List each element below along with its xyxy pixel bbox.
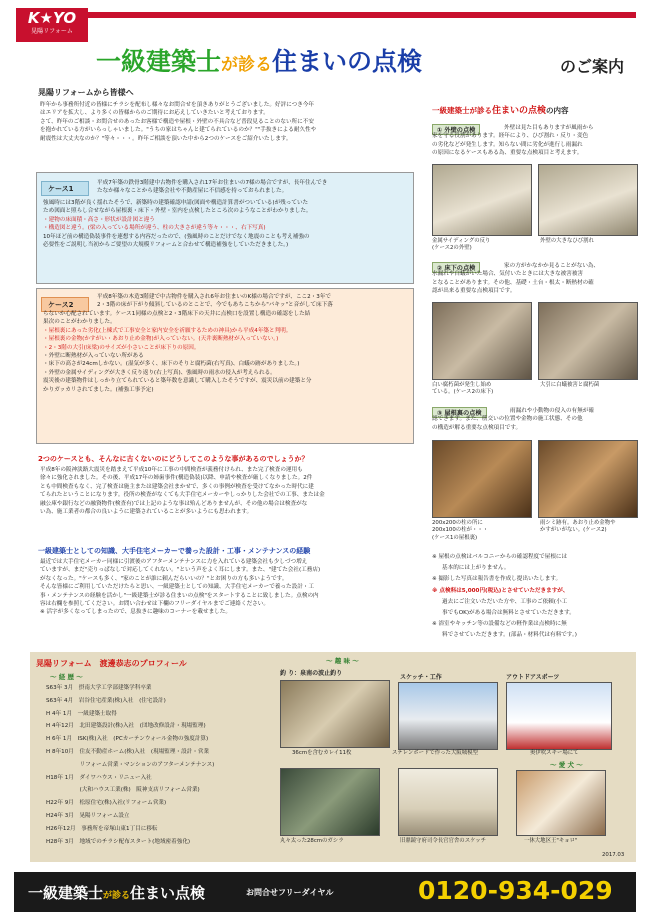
right-heading-c: の内容	[546, 106, 569, 115]
experience-line: ※ 活字が多くなってしまったので、息抜きに趣味のコーナーを載せました。	[40, 609, 231, 616]
caption-karei: 36cmを含むカレイ11枚	[292, 750, 352, 756]
case2-box	[36, 288, 414, 444]
case2-line: 2・3階の床が下がり傾斜しているのとことで、今でもあちこちから"パキッ"と音がして床下落	[97, 302, 333, 309]
case1-line: ため図面と照らし合せながら屋根裏・床下・外壁・室内を点検したところ次のようなことがわかりました。	[43, 208, 312, 215]
intro-line: 耐震性は大丈夫なのか？"等々・・・。昨年ご相談を頂いた中から2つのケースをご紹介いたします。	[40, 135, 292, 142]
caption-line: ている。(ケース2の床下)	[432, 389, 494, 396]
experience-line: 容は右欄を参照してください。お問い合わせは下欄のフリーダイヤルまでご連絡ください。	[40, 601, 269, 608]
title-annai: のご案内	[560, 57, 625, 76]
photo-residence-sketch	[398, 768, 498, 836]
caption-fungus	[432, 382, 532, 397]
footer-a: 一級建築士	[28, 884, 104, 902]
footer-freedial-label: お問合せフリーダイヤル	[246, 888, 334, 897]
photo-fish-karei	[280, 680, 390, 748]
note-line: ※ 浴室やキッチン等の設備などの軽作業は点検時に無	[432, 621, 567, 628]
check-item-exterior-text	[432, 124, 642, 158]
profile-title: 晃陽リフォーム 渡邊恭志のプロフィール	[36, 659, 187, 668]
exterior-line: 外壁は見た目もありますが風雨から	[504, 125, 594, 131]
caption-line: 200x200の柱の所に	[432, 520, 483, 526]
intro-line: さて、昨年のご相談・お問合せのあったお客様で構造や屋根・外壁の不具合など普段見ることのない所に不安	[40, 118, 314, 125]
photo-dog	[516, 770, 606, 836]
caption-ski: 奥伊吹スキー場にて	[530, 750, 579, 756]
exterior-line: の劣化などが発生します。知らない間に劣化が進行し雨漏れ	[432, 141, 583, 148]
underfloor-line: となることがあります。その他、基礎・土台・根太・断熱材の確	[432, 279, 594, 286]
title-part1: 一級建築士	[96, 47, 222, 76]
case2-line: 平成8年築の木造3階建で中古物件を購入され6年お住まいのK様の場合ですが、ここ2・3年で	[97, 294, 332, 300]
career-row: H26年12月 事務所を帝塚山東1丁目に移転	[46, 825, 158, 832]
case1-box	[36, 172, 414, 284]
career-row: H 4年12月 北田建築設計(株)入社 (団地改修設計・現場監理)	[46, 723, 206, 730]
caption-line: 金属サイディングの反り	[432, 238, 491, 244]
inspection-notes	[432, 552, 642, 642]
underfloor-line: 認が出来る重要な点検項目です。	[432, 288, 516, 295]
profile-shumi: ～ 趣 味 ～	[326, 657, 359, 665]
underfloor-line: 水漏れや白蟻がいた場合、気付いたときには大きな被害被害	[432, 271, 584, 278]
photo-siding-warp	[432, 164, 532, 236]
case2-line: ・床下の高さが24cmしかない。(湿気が多く、床下のそりと腐朽菌(右写真)、白蟻の跡がありました。)	[43, 361, 300, 368]
case2-line: 震災後の建築物件はしっかり立てられていると築年数を意識して購入したそうですが、震災以前の建築と分	[43, 378, 312, 385]
attic-line: の構造が解る重要な点検項目です。	[432, 424, 522, 431]
note-line: ※ 撮影した写真は報告書を作成し提出いたします。	[432, 576, 562, 583]
hobby-fishing-label: 釣 り：泉南の波止釣り	[280, 670, 343, 677]
logo-text: K★YO	[27, 9, 77, 27]
check-item-underfloor-tag: ② 床下の点検	[432, 262, 480, 273]
caption-gashira: 丸々太った28cmのガシラ	[280, 838, 344, 844]
caption-line: (ケース1の屋根裏)	[432, 534, 478, 541]
case2-line: 果次のことがわかりました。	[43, 319, 116, 326]
question-line: とも中間検査もなく、完了検査は施主または建築会社まかせで、多くの事例が検査を受けてなかった時代に建	[40, 483, 314, 490]
caption-attic-column	[432, 520, 532, 542]
caption-crack: 外壁の大きなひび割れ	[540, 238, 594, 244]
case1-finding: ・建物の床面積・高さ・形状が設計図と違う	[43, 216, 155, 223]
experience-text	[40, 558, 420, 617]
case1-line: 10年ほど前の構造偽装事件を連想する内容だったので、(強風時のことだけでなく地震のことも考え補強の	[43, 233, 310, 240]
caption-line: かすがいがない。(ケース2)	[540, 527, 607, 534]
photo-wall-crack	[538, 164, 638, 236]
note-line: 過去にご注文いただいた方や、工事のご依頼(小工	[442, 598, 568, 605]
case2-line: かりガッカリされてました。(補強工事予定)	[43, 386, 154, 393]
caption-sketch: 旧鼎鏡守府司令長官官舎のスケッチ	[400, 838, 486, 844]
case2-line: ちないか心配されています。ケース1同様の点検と2・3階床下の天井に点検口を設置し構造の確認をした結	[43, 311, 311, 317]
case1-line: たなか様々なことから建築会社や不動産屋に不信感を持っておられました。	[97, 188, 288, 195]
check-item-attic-tag: ③ 屋根裏の点検	[432, 407, 487, 418]
case2-finding: ・屋根裏にあった劣化(上棟式で工事安全と家内安全を祈願するための神具)から平成4年築と判明。	[43, 327, 292, 334]
intro-text	[40, 101, 420, 143]
header-red-bar	[88, 12, 636, 18]
career-list	[46, 682, 274, 848]
logo-subtext: 晃陽リフォーム	[31, 28, 73, 35]
case2-tag: ケース2	[41, 297, 89, 312]
case2-finding: ・2・3階の大引(床梁)のサイズが小さいことが床下りの原因。	[43, 344, 200, 351]
career-row: リフォーム営業・マンションのアフターメンテナンス)	[46, 761, 215, 768]
photo-ski	[506, 682, 612, 750]
intro-line: はエリアを拡大し、より多くの皆様からのご期待にお応えしていきたいと考えております。	[40, 110, 269, 117]
note-line: ※ 屋根の点検はバルコニーからの確認程度で屋根には	[432, 554, 568, 560]
caption-line: (ケース2の外壁)	[432, 245, 472, 252]
career-row: H 6年 1月 ISK(株)入社 (PCカーテンウォール金物の強度計算)	[46, 736, 209, 743]
attic-line: 認できます。また、筋交いの位置や金物の施工状態、その他	[432, 416, 583, 423]
experience-line: そんな皆様にご利用していただけたらと思い、一級建築士としての知識、大手住宅メーカーで養った設計・工	[40, 584, 314, 591]
note-line: ※ 点検料は5,000円(税込)とさせていただきますが、	[432, 587, 569, 594]
exterior-line: の原因になるケースもある為、重要な点検項目と考えます。	[432, 150, 583, 157]
question-line: 平成8年の阪神淡路大震災を踏まえて平成10年に工事の中間検査が義務付けられ、また完了検査の運用も	[40, 467, 303, 473]
title-part3: 住まいの点検	[272, 47, 423, 76]
question-line: 融公庫や銀行などの融資物件(検査有)では上記のような事は殆んどありませんが、その他の場合は検査がな	[40, 500, 308, 507]
career-row: S63年 3月 摂南大学工学部建築学科卒業	[46, 685, 152, 691]
question-line: い為、施工業者の都合の良いように建築されていることが多いようにも思われます。	[40, 509, 253, 516]
caption-dog: 一休大地区王"キョロ"	[524, 838, 578, 844]
case2-line: ・外壁の金属サイディングが大きく反り返り(右上写真)、強風時の雨水の侵入が考えられる。	[43, 369, 276, 376]
note-line: 基本的には上がりません。	[442, 565, 510, 572]
footer-title	[28, 882, 205, 903]
experience-line: 事・メンテナンスの経験を活かし"一級建築士が診る住まいの点検"をスタートすることに致しました。点検の内	[40, 592, 319, 599]
case2-line: ・外壁に断熱材が入っていない所がある	[43, 353, 144, 360]
photo-fish-gashira	[280, 768, 380, 836]
photo-attic-stain	[538, 440, 638, 518]
caption-line: 白い腐朽菌が発生し始め	[432, 382, 492, 388]
intro-heading: 晃陽リフォームから皆様へ	[38, 88, 134, 97]
caption-castle: ステレンボードで作った大阪城模型	[392, 750, 478, 756]
check-item-exterior-tag: ① 外壁の点検	[432, 124, 480, 135]
title-part2: が診る	[221, 55, 273, 75]
page-title	[96, 42, 556, 82]
career-row: S63年 4月 岩谷住宅産業(株)入社 (住宅設計)	[46, 697, 166, 704]
footer-c: 住まい点検	[130, 884, 206, 902]
photo-underfloor-fungus	[432, 302, 532, 380]
case1-line: 強風時には3階が良く揺れたそうで、新築時の建築確認申請(図面や構造計算書がついている)が残っていた	[43, 200, 309, 206]
profile-section	[30, 652, 636, 862]
career-row: H22年 9月 松原住宅(株)入社(リフォーム営業)	[46, 800, 167, 807]
photo-osaka-castle-model	[398, 682, 498, 750]
hobby-outdoor-label: アウトドアスポーツ	[506, 674, 560, 681]
career-row: H18年 1月 ダイワハウス・リニュー入社	[46, 774, 152, 781]
case2-finding: ・屋根裏の金物(かすがい・あおり止め金物)が入っていない。(天井裏断熱材が入っていない。)	[43, 336, 279, 343]
case1-line: 必要性をご説明し当初からご要望の大規模リフォームと合わせて構造補強をしていただきました。)	[43, 242, 289, 249]
right-heading-a: 一級建築士が診る	[432, 106, 492, 115]
profile-keireki: ～ 経 歴 ～	[50, 673, 83, 681]
career-row: H24年 3月 晃陽リフォーム設立	[46, 812, 130, 819]
case1-finding: ・構造図と違う。(梁の入っている場所が違う、柱の大きさが違う等々・・・、右下写真)	[43, 225, 266, 232]
intro-line: 昨年から事務所付近の皆様にチラシを配布し様々なお問合せを頂きありがとうございました。好評につき今年	[40, 102, 314, 108]
case1-tag: ケース1	[41, 181, 89, 196]
caption-termite: 大引に白蟻被害と腐朽菌	[540, 382, 600, 388]
caption-line: 雨シミ跡有。あおり止め金物や	[540, 520, 616, 526]
attic-line: 雨漏れや小動物の侵入の有無が確	[510, 408, 594, 414]
intro-line: を抱かれている方がいらっしゃいました。"うちの家はちゃんと建てられているのか？""手抜きによる耐久性や	[40, 127, 317, 134]
question-line: てられたということになります。役所の検査がなくても大手住宅メーカーやしっかりした会社での工事、または金	[40, 492, 325, 499]
career-row: H 4年 1月 一級建築士取得	[46, 710, 117, 717]
right-heading	[432, 103, 569, 116]
question-text	[40, 466, 420, 516]
check-item-underfloor-text	[432, 262, 642, 296]
exterior-line: 家を守る役割があります。経年により、ひび割れ・反り・変色	[432, 133, 589, 140]
experience-line: 最近では大手住宅メーカー同様に引渡後のアフターメンテナンスに力を入れている建築会社も少しづつ増え	[40, 559, 308, 565]
right-heading-b: 住まいの点検	[492, 106, 547, 116]
hobby-sketch-label: スケッチ・工作	[400, 674, 442, 681]
caption-siding	[432, 238, 532, 253]
profile-aiken: ～ 愛 犬 ～	[550, 761, 583, 769]
footer-b: が診る	[103, 891, 131, 901]
career-row: H 8年10月 住友不動産ホーム(株)入社 (現場監理・設計・営業	[46, 748, 210, 755]
question-line: 徐々に強化されました。その後、平成17年の姉歯事件(構造偽装)以降、申請や検査が厳しくなりました。2件	[40, 475, 313, 482]
company-logo	[16, 8, 88, 42]
experience-line: がなくなった。"ケースも多く、"家のことが誰に頼んだらいいの？"とお困りの方も多いようです。	[40, 575, 288, 582]
question-heading: 2つのケースとも、そんなに古くないのにどうしてこのような事があるのでしょうか？	[38, 455, 309, 463]
note-line: 料でさせていただきます。(部品・材料代は有料です。)	[442, 632, 577, 639]
career-row: H28年 3月 地域でのチラシ配布スタート(地域密着強化)	[46, 838, 191, 845]
experience-heading: 一級建築士としての知識、大手住宅メーカーで養った設計・工事・メンテナンスの経験	[38, 547, 311, 555]
check-item-attic-text	[432, 407, 642, 432]
photo-attic-column	[432, 440, 532, 518]
caption-line: 200x100の柱が・・・	[432, 527, 489, 534]
note-line: 事でもOK)がある場合は無料とさせていただきます。	[442, 610, 575, 617]
photo-termite-damage	[538, 302, 638, 380]
experience-line: ていますが、まだ"売りっぱなしで対応してくれない。"という声をよく耳にします。また、"建てた会社(工務店)	[40, 567, 321, 574]
issue-date: 2017.03	[602, 852, 625, 858]
case1-line: 平成7年築の鉄骨3階建中古物件を購入され17年お住まいの7様の場合ですが、長年住んでき	[97, 180, 328, 186]
career-row: (大和ハウス工業(株) 阪神支店リフォーム営業)	[46, 787, 200, 794]
underfloor-line: 家の方がかなかか見ることがない為、	[504, 263, 600, 269]
footer-bar	[14, 872, 636, 912]
caption-attic-stain	[540, 520, 640, 535]
footer-phone[interactable]: 0120-934-029	[418, 876, 613, 905]
